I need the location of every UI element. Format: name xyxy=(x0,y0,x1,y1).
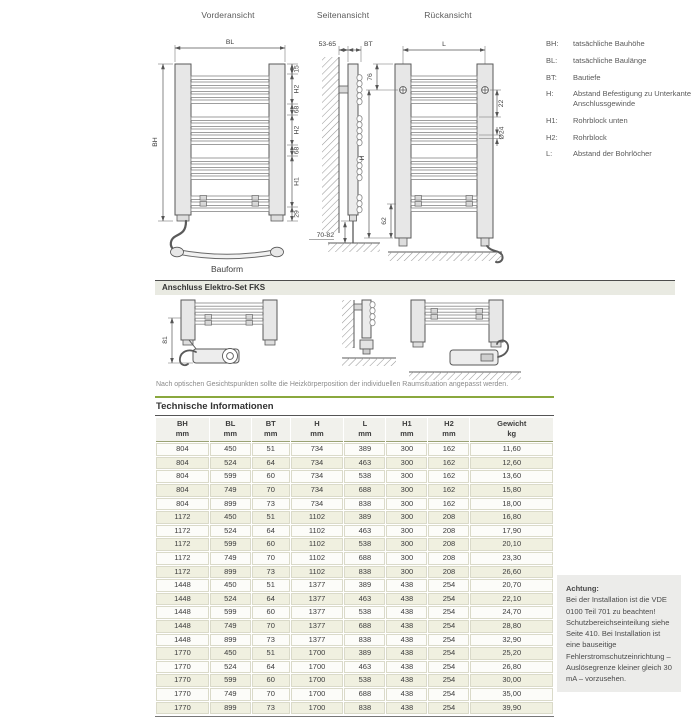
table-cell: 162 xyxy=(428,443,469,456)
table-cell: 254 xyxy=(428,606,469,619)
table-cell: 599 xyxy=(210,538,251,551)
table-cell: 1770 xyxy=(156,688,209,701)
table-cell: 524 xyxy=(210,593,251,606)
table-cell: 463 xyxy=(344,525,385,538)
table-cell: 60 xyxy=(252,606,290,619)
dim-label-81: 81 xyxy=(162,336,169,344)
table-cell: 389 xyxy=(344,511,385,524)
elektro-side-drawing xyxy=(342,300,396,366)
front-view-title: Vorderansicht xyxy=(201,10,255,20)
table-cell: 538 xyxy=(344,470,385,483)
table-cell: 899 xyxy=(210,498,251,511)
dim-label-68: 68 xyxy=(293,146,301,155)
table-cell: 438 xyxy=(386,606,427,619)
table-cell: 254 xyxy=(428,634,469,647)
column-header: BH mm xyxy=(156,418,209,442)
table-cell: 162 xyxy=(428,470,469,483)
table-cell: 18,00 xyxy=(470,498,553,511)
table-cell: 450 xyxy=(210,579,251,592)
table-cell: 1102 xyxy=(291,552,344,565)
front-dimension-chain xyxy=(287,64,301,221)
table-cell: 749 xyxy=(210,688,251,701)
table-cell: 51 xyxy=(252,579,290,592)
table-cell: 899 xyxy=(210,634,251,647)
dim-label-62: 62 xyxy=(381,217,388,225)
legend-item xyxy=(546,149,692,159)
table-row xyxy=(156,674,553,687)
table-cell: 899 xyxy=(210,702,251,715)
table-row xyxy=(156,647,553,660)
dim-label-15: 15 xyxy=(293,65,301,73)
legend-key: H: xyxy=(546,89,554,99)
dim-label-bh: BH xyxy=(152,137,159,147)
legend-item xyxy=(546,39,692,49)
table-cell: 64 xyxy=(252,593,290,606)
dim-label-floor-gap: 70-82 xyxy=(316,232,334,239)
legend-item xyxy=(546,89,692,109)
table-cell: 438 xyxy=(386,647,427,660)
table-cell: 599 xyxy=(210,606,251,619)
table-cell: 463 xyxy=(344,593,385,606)
table-cell: 70 xyxy=(252,688,290,701)
table-cell: 254 xyxy=(428,593,469,606)
table-cell: 12,60 xyxy=(470,457,553,470)
table-cell: 300 xyxy=(386,538,427,551)
legend-key: H1: xyxy=(546,115,558,125)
table-cell: 1448 xyxy=(156,579,209,592)
table-cell: 51 xyxy=(252,511,290,524)
table-cell: 51 xyxy=(252,443,290,456)
table-cell: 438 xyxy=(386,634,427,647)
table-cell: 1700 xyxy=(291,674,344,687)
table-row xyxy=(156,606,553,619)
table-cell: 20,70 xyxy=(470,579,553,592)
table-cell: 389 xyxy=(344,579,385,592)
spec-table xyxy=(155,417,554,715)
table-cell: 254 xyxy=(428,661,469,674)
dim-label-29: 29 xyxy=(293,210,301,218)
bauform-label: Bauform xyxy=(210,264,244,274)
legend-key: BL: xyxy=(546,55,558,65)
table-row xyxy=(156,620,553,633)
column-header: H mm xyxy=(291,418,344,442)
table-cell: 804 xyxy=(156,443,209,456)
dim-label-h: H xyxy=(359,155,366,161)
dim-label-22: 22 xyxy=(498,99,505,108)
elektro-front-drawing xyxy=(162,300,277,365)
elektro-set-title: Anschluss Elektro-Set FKS xyxy=(162,283,266,292)
table-cell: 73 xyxy=(252,498,290,511)
table-cell: 300 xyxy=(386,552,427,565)
title-underline xyxy=(155,415,554,416)
table-cell: 254 xyxy=(428,674,469,687)
technical-information-section xyxy=(155,396,554,717)
table-cell: 389 xyxy=(344,443,385,456)
table-cell: 838 xyxy=(344,566,385,579)
legend-key: BH: xyxy=(546,39,559,48)
column-header: BL mm xyxy=(210,418,251,442)
table-cell: 254 xyxy=(428,579,469,592)
table-cell: 73 xyxy=(252,634,290,647)
table-cell: 60 xyxy=(252,470,290,483)
elektro-set-header xyxy=(155,280,675,295)
table-cell: 15,80 xyxy=(470,484,553,497)
table-cell: 22,10 xyxy=(470,593,553,606)
dim-label-68: 68 xyxy=(293,105,301,114)
table-cell: 438 xyxy=(386,688,427,701)
table-cell: 734 xyxy=(291,470,344,483)
table-cell: 1700 xyxy=(291,688,344,701)
table-cell: 208 xyxy=(428,538,469,551)
table-cell: 734 xyxy=(291,457,344,470)
legend-text: Bautiefe xyxy=(573,72,601,82)
table-cell: 11,60 xyxy=(470,443,553,456)
table-cell: 1377 xyxy=(291,593,344,606)
dim-label-bl: BL xyxy=(225,39,235,46)
table-cell: 389 xyxy=(344,647,385,660)
table-row xyxy=(156,593,553,606)
table-cell: 538 xyxy=(344,674,385,687)
table-cell: 749 xyxy=(210,484,251,497)
table-cell: 538 xyxy=(344,538,385,551)
table-cell: 1377 xyxy=(291,620,344,633)
legend-key: L: xyxy=(546,149,553,159)
column-header: H2 mm xyxy=(428,418,469,442)
warning-title: Achtung: xyxy=(566,584,599,593)
dimension-legend xyxy=(546,39,692,166)
table-cell: 35,00 xyxy=(470,688,553,701)
table-cell: 438 xyxy=(386,593,427,606)
rear-view-drawing xyxy=(359,41,506,262)
table-row xyxy=(156,525,553,538)
table-cell: 450 xyxy=(210,647,251,660)
table-row xyxy=(156,538,553,551)
table-cell: 1770 xyxy=(156,647,209,660)
position-note: Nach optischen Gesichtspunkten sollte die Heizkörperposition der individuellen Raumsituation angepasst werden. xyxy=(156,381,509,388)
legend-text: Abstand der Bohrlöcher xyxy=(573,149,652,159)
table-cell: 39,90 xyxy=(470,702,553,715)
table-row xyxy=(156,511,553,524)
dim-label-h1: H1 xyxy=(293,177,301,186)
table-cell: 1377 xyxy=(291,634,344,647)
legend-text: Rohrblock unten xyxy=(573,115,628,125)
table-row xyxy=(156,484,553,497)
legend-key: H2: xyxy=(546,132,558,142)
column-header: L mm xyxy=(344,418,385,442)
legend-text: Abstand Befestigung zu Unterkante Anschlussgewinde xyxy=(573,89,691,108)
table-row xyxy=(156,443,553,456)
table-cell: 28,80 xyxy=(470,620,553,633)
legend-item xyxy=(546,56,692,66)
table-cell: 838 xyxy=(344,498,385,511)
table-cell: 749 xyxy=(210,620,251,633)
table-cell: 1172 xyxy=(156,511,209,524)
table-cell: 254 xyxy=(428,620,469,633)
table-row xyxy=(156,470,553,483)
bauform-drawing xyxy=(171,247,284,259)
table-cell: 838 xyxy=(344,702,385,715)
table-cell: 64 xyxy=(252,661,290,674)
table-cell: 463 xyxy=(344,661,385,674)
legend-text: Rohrblock xyxy=(573,132,607,142)
table-cell: 804 xyxy=(156,498,209,511)
table-cell: 26,60 xyxy=(470,566,553,579)
table-row xyxy=(156,702,553,715)
side-view-title: Seitenansicht xyxy=(316,10,370,20)
table-cell: 254 xyxy=(428,688,469,701)
table-cell: 1770 xyxy=(156,674,209,687)
table-cell: 1700 xyxy=(291,702,344,715)
dim-label-bt: BT xyxy=(364,41,373,48)
table-cell: 1102 xyxy=(291,538,344,551)
table-cell: 300 xyxy=(386,498,427,511)
table-cell: 804 xyxy=(156,470,209,483)
legend-item xyxy=(546,73,692,83)
table-cell: 463 xyxy=(344,457,385,470)
table-cell: 70 xyxy=(252,620,290,633)
table-cell: 1448 xyxy=(156,593,209,606)
header-row xyxy=(156,418,553,442)
table-cell: 64 xyxy=(252,457,290,470)
table-cell: 438 xyxy=(386,579,427,592)
table-cell: 208 xyxy=(428,511,469,524)
warning-box xyxy=(557,575,681,692)
table-cell: 804 xyxy=(156,457,209,470)
table-cell: 162 xyxy=(428,498,469,511)
table-row xyxy=(156,579,553,592)
table-cell: 688 xyxy=(344,552,385,565)
screw-icon xyxy=(482,87,489,94)
front-view-drawing xyxy=(152,39,301,274)
table-cell: 30,00 xyxy=(470,674,553,687)
table-cell: 734 xyxy=(291,498,344,511)
table-cell: 300 xyxy=(386,443,427,456)
table-cell: 438 xyxy=(386,674,427,687)
table-cell: 162 xyxy=(428,484,469,497)
table-cell: 688 xyxy=(344,484,385,497)
table-cell: 734 xyxy=(291,443,344,456)
table-cell: 300 xyxy=(386,566,427,579)
table-cell: 1102 xyxy=(291,525,344,538)
table-cell: 208 xyxy=(428,552,469,565)
dim-label-wall-distance: 53-65 xyxy=(318,41,336,48)
table-cell: 450 xyxy=(210,511,251,524)
table-cell: 32,90 xyxy=(470,634,553,647)
table-cell: 162 xyxy=(428,457,469,470)
table-cell: 300 xyxy=(386,457,427,470)
table-cell: 64 xyxy=(252,525,290,538)
table-cell: 1700 xyxy=(291,661,344,674)
table-cell: 23,30 xyxy=(470,552,553,565)
screw-icon xyxy=(400,87,407,94)
column-header: BT mm xyxy=(252,418,290,442)
table-row xyxy=(156,634,553,647)
table-cell: 524 xyxy=(210,661,251,674)
table-row xyxy=(156,661,553,674)
table-cell: 208 xyxy=(428,566,469,579)
table-cell: 17,90 xyxy=(470,525,553,538)
dim-label-76: 76 xyxy=(367,73,374,81)
table-cell: 254 xyxy=(428,647,469,660)
table-row xyxy=(156,566,553,579)
table-cell: 300 xyxy=(386,511,427,524)
table-cell: 1700 xyxy=(291,647,344,660)
table-cell: 438 xyxy=(386,620,427,633)
table-row xyxy=(156,457,553,470)
dim-label-h2: H2 xyxy=(293,84,301,94)
table-cell: 524 xyxy=(210,457,251,470)
wall-bracket xyxy=(339,86,348,93)
warning-text: Bei der Installation ist die VDE 0100 Teil 701 zu beachten! Schutzbereichseinteilung siehe Seite 410. Bei Installation ist eine bauseitige Fehlerstromschutzeinrichtung – Auslösegrenze kleiner gleich 30 mA – vorzusehen. xyxy=(566,595,672,683)
table-cell: 70 xyxy=(252,552,290,565)
table-cell: 1172 xyxy=(156,566,209,579)
power-cable xyxy=(171,221,186,250)
table-cell: 1172 xyxy=(156,552,209,565)
table-cell: 73 xyxy=(252,566,290,579)
column-header: H1 mm xyxy=(386,418,427,442)
table-cell: 734 xyxy=(291,484,344,497)
table-cell: 688 xyxy=(344,620,385,633)
table-cell: 1770 xyxy=(156,702,209,715)
table-cell: 599 xyxy=(210,674,251,687)
rear-view-title: Rückansicht xyxy=(424,10,472,20)
table-cell: 804 xyxy=(156,484,209,497)
legend-text: tatsächliche Bauhöhe xyxy=(573,39,645,48)
table-cell: 1448 xyxy=(156,634,209,647)
table-cell: 300 xyxy=(386,525,427,538)
table-cell: 749 xyxy=(210,552,251,565)
elektro-rear-drawing xyxy=(409,300,521,380)
dim-label-l: L xyxy=(442,41,446,48)
legend-item xyxy=(546,133,692,143)
table-cell: 438 xyxy=(386,661,427,674)
column-header: Gewicht kg xyxy=(470,418,553,442)
table-cell: 300 xyxy=(386,470,427,483)
table-cell: 16,80 xyxy=(470,511,553,524)
table-cell: 1377 xyxy=(291,606,344,619)
table-cell: 450 xyxy=(210,443,251,456)
table-cell: 1770 xyxy=(156,661,209,674)
table-cell: 1102 xyxy=(291,511,344,524)
table-cell: 24,70 xyxy=(470,606,553,619)
table-cell: 838 xyxy=(344,634,385,647)
table-cell: 1448 xyxy=(156,620,209,633)
table-cell: 51 xyxy=(252,647,290,660)
table-cell: 25,20 xyxy=(470,647,553,660)
legend-key: BT: xyxy=(546,72,557,82)
table-cell: 73 xyxy=(252,702,290,715)
table-cell: 254 xyxy=(428,702,469,715)
table-cell: 1172 xyxy=(156,525,209,538)
table-cell: 688 xyxy=(344,688,385,701)
table-cell: 538 xyxy=(344,606,385,619)
table-title: Technische Informationen xyxy=(156,401,274,412)
table-cell: 60 xyxy=(252,538,290,551)
table-cell: 1102 xyxy=(291,566,344,579)
table-cell: 1448 xyxy=(156,606,209,619)
table-cell: 300 xyxy=(386,484,427,497)
dim-label-d24: Ø24 xyxy=(498,126,506,140)
table-cell: 60 xyxy=(252,674,290,687)
table-row xyxy=(156,498,553,511)
table-cell: 70 xyxy=(252,484,290,497)
dim-label-h2: H2 xyxy=(293,125,301,135)
table-cell: 1172 xyxy=(156,538,209,551)
table-row xyxy=(156,688,553,701)
table-cell: 899 xyxy=(210,566,251,579)
legend-item xyxy=(546,116,692,126)
table-cell: 599 xyxy=(210,470,251,483)
table-cell: 208 xyxy=(428,525,469,538)
table-cell: 26,80 xyxy=(470,661,553,674)
table-cell: 13,60 xyxy=(470,470,553,483)
legend-text: tatsächliche Baulänge xyxy=(573,55,647,65)
table-row xyxy=(156,552,553,565)
table-cell: 20,10 xyxy=(470,538,553,551)
table-cell: 524 xyxy=(210,525,251,538)
table-cell: 1377 xyxy=(291,579,344,592)
table-cell: 438 xyxy=(386,702,427,715)
